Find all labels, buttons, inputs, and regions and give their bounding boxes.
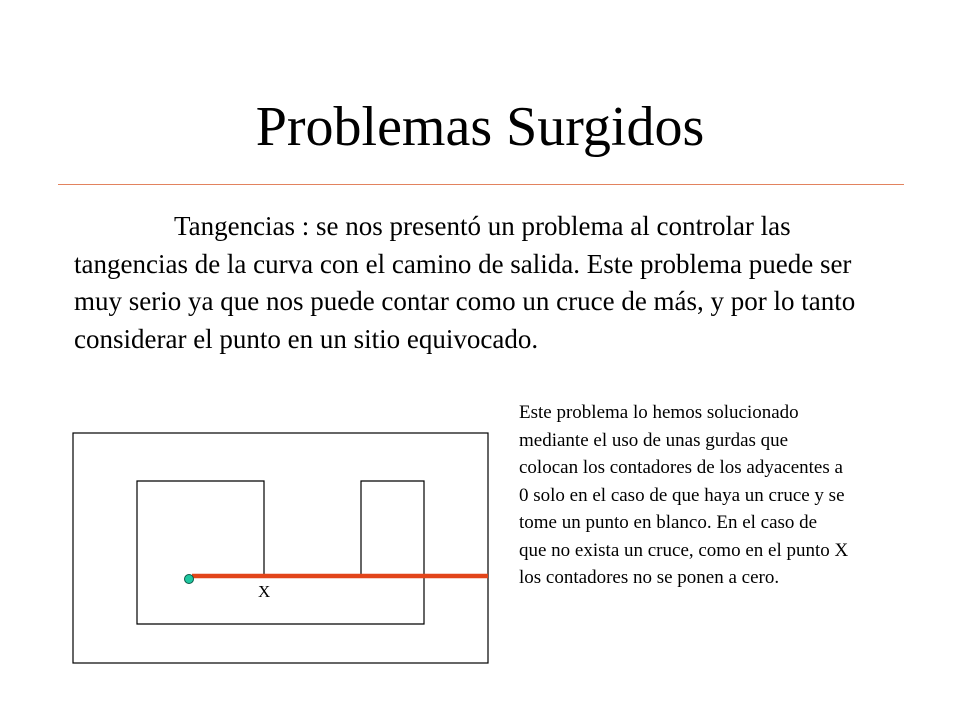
outer-frame — [73, 433, 488, 663]
point-x-label: X — [258, 582, 271, 601]
body-paragraph: Tangencias : se nos presentó un problema al controlar las tangencias de la curva con el camino de salida. Este problema puede ser muy serio ya que nos puede contar como un cruce de más, y por lo tanto considerar el punto en un sitio equivocado. — [74, 211, 856, 354]
curve-shape — [137, 481, 424, 624]
slide-title: Problemas Surgidos — [255, 96, 705, 158]
start-point — [185, 575, 194, 584]
solution-note: Este problema lo hemos solucionado mediante el uso de unas gurdas que colocan los contadores de los adyacentes a 0 solo en el caso de que haya un cruce y se tome un punto en blanco. En el caso de que no exista un cruce, como en el punto X los contadores no se ponen a cero. — [519, 402, 849, 588]
